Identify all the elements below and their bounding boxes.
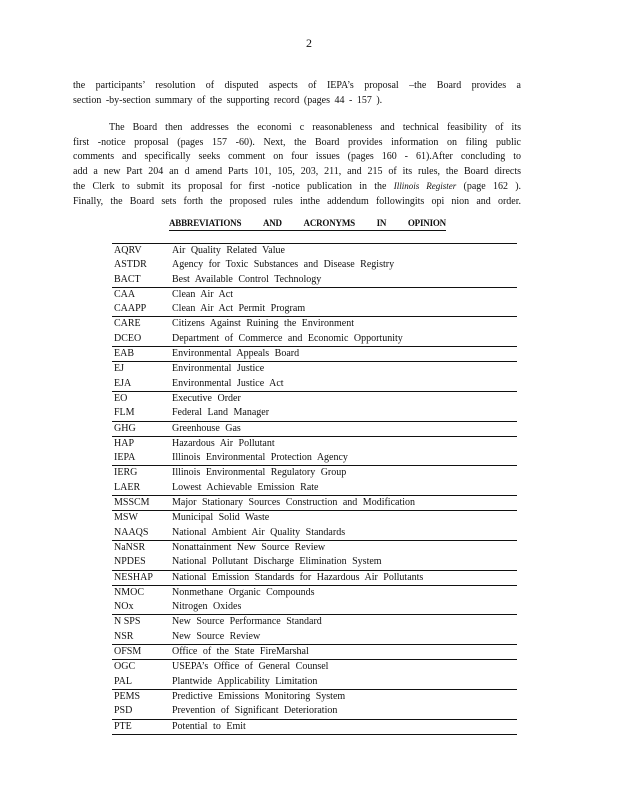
abbreviation-cell: PAL xyxy=(114,675,132,687)
table-row xyxy=(112,437,517,451)
term-cell: Greenhouse Gas xyxy=(172,422,241,434)
table-group xyxy=(112,317,517,347)
table-group xyxy=(112,541,517,571)
table-row xyxy=(112,660,517,674)
italic-title: Illinois Register xyxy=(393,181,457,191)
abbreviation-cell: IEPA xyxy=(114,452,136,464)
term-cell: Environmental Justice Act xyxy=(172,377,284,389)
term-cell: Environmental Appeals Board xyxy=(172,348,300,360)
table-row xyxy=(112,555,517,569)
table-row xyxy=(112,615,517,629)
table-row xyxy=(112,332,517,346)
table-row xyxy=(112,586,517,600)
term-cell: Illinois Environmental Protection Agency xyxy=(172,452,348,464)
abbreviation-cell: EJA xyxy=(114,377,132,389)
term-cell: Air Quality Related Value xyxy=(172,245,285,256)
abbreviation-cell: PEMS xyxy=(114,690,141,702)
table-row xyxy=(112,258,517,272)
table-group xyxy=(112,690,517,720)
heading-word: IN xyxy=(376,218,387,228)
table-group xyxy=(112,422,517,437)
table-row xyxy=(112,496,517,510)
abbreviation-cell: BACT xyxy=(114,273,141,285)
overview-paragraph xyxy=(73,121,521,209)
term-cell: New Source Performance Standard xyxy=(172,616,322,628)
table-heading xyxy=(169,218,446,231)
abbreviation-cell: IERG xyxy=(114,467,138,479)
table-row xyxy=(112,690,517,704)
abbreviation-cell: EJ xyxy=(114,363,124,375)
table-group xyxy=(112,244,517,288)
abbreviation-cell: NSR xyxy=(114,630,134,642)
text-segment: (page 162 ). xyxy=(463,181,522,192)
term-cell: National Ambient Air Quality Standards xyxy=(172,526,346,538)
text-segment: the Clerk to submit its proposal for first -notice publication in the xyxy=(73,181,387,192)
term-cell: Federal Land Manager xyxy=(172,407,270,419)
term-cell: Agency for Toxic Substances and Disease Registry xyxy=(172,259,395,271)
abbreviation-cell: MSW xyxy=(114,512,138,524)
table-row xyxy=(112,347,517,361)
term-cell: Predictive Emissions Monitoring System xyxy=(172,690,346,702)
text-line xyxy=(73,179,521,195)
abbreviation-cell: N SPS xyxy=(114,616,141,628)
table-group xyxy=(112,437,517,467)
abbreviation-cell: PSD xyxy=(114,705,133,717)
term-cell: Illinois Environmental Regulatory Group xyxy=(172,467,347,479)
table-group xyxy=(112,347,517,362)
term-cell: Citizens Against Ruining the Environment xyxy=(172,318,354,330)
term-cell: Lowest Achievable Emission Rate xyxy=(172,481,319,493)
term-cell: Municipal Solid Waste xyxy=(172,512,270,524)
term-cell: Nonmethane Organic Compounds xyxy=(172,586,315,598)
term-cell: Office of the State FireMarshal xyxy=(172,646,309,658)
table-group xyxy=(112,288,517,318)
abbreviation-cell: MSSCM xyxy=(114,497,150,509)
text-line: The Board then addresses the economi c reasonableness and technical feasibility of its xyxy=(109,122,521,133)
term-cell: Plantwide Applicability Limitation xyxy=(172,675,318,687)
summary-paragraph xyxy=(73,79,521,108)
table-row xyxy=(112,481,517,495)
abbreviation-cell: EAB xyxy=(114,348,134,360)
heading-word: ACRONYMS xyxy=(303,218,355,228)
abbreviation-cell: NESHAP xyxy=(114,571,153,583)
table-group xyxy=(112,615,517,645)
abbreviation-cell: GHG xyxy=(114,422,136,434)
table-group xyxy=(112,571,517,586)
table-row xyxy=(112,526,517,540)
table-row xyxy=(112,244,517,258)
table-row xyxy=(112,630,517,644)
term-cell: Best Available Control Technology xyxy=(172,273,322,285)
table-group xyxy=(112,660,517,690)
term-cell: USEPA’s Office of General Counsel xyxy=(172,661,329,673)
abbreviation-cell: NOx xyxy=(114,601,134,613)
table-row xyxy=(112,704,517,718)
abbreviation-cell: HAP xyxy=(114,437,135,449)
term-cell: Executive Order xyxy=(172,392,241,404)
text-line: Finally, the Board sets forth the proposed rules inthe addendum followingits opi nion and order. xyxy=(73,195,521,207)
abbreviation-cell: PTE xyxy=(114,720,132,732)
term-cell: Clean Air Act xyxy=(172,288,233,300)
table-row xyxy=(112,451,517,465)
text-line: add a new Part 204 an d amend Parts 101, 105, 203, 211, and 215 of its rules, the Board directs xyxy=(73,165,521,177)
term-cell: Nitrogen Oxides xyxy=(172,601,242,613)
text-line: the participants’ resolution of disputed aspects of IEPA’s proposal –the Board provides a xyxy=(73,80,521,91)
table-row xyxy=(112,422,517,436)
abbreviation-cell: DCEO xyxy=(114,332,142,344)
heading-word: AND xyxy=(262,218,282,228)
abbreviation-cell: OFSM xyxy=(114,646,142,658)
table-row xyxy=(112,362,517,376)
term-cell: Major Stationary Sources Construction and Modification xyxy=(172,497,416,509)
table-row xyxy=(112,600,517,614)
heading-word: ABBREVIATIONS xyxy=(169,218,242,228)
term-cell: Prevention of Significant Deterioration xyxy=(172,705,338,717)
table-group xyxy=(112,586,517,616)
table-row xyxy=(112,645,517,659)
table-group xyxy=(112,496,517,511)
text-line: comments and specifically seeks comment on four issues (pages 160 - 61).After concluding to xyxy=(73,151,521,162)
term-cell: National Pollutant Discharge Elimination System xyxy=(172,556,382,568)
term-cell: National Emission Standards for Hazardous Air Pollutants xyxy=(172,571,424,583)
term-cell: Potential to Emit xyxy=(172,720,246,732)
table-row xyxy=(112,392,517,406)
table-row xyxy=(112,466,517,480)
term-cell: Nonattainment New Source Review xyxy=(172,541,326,553)
table-group xyxy=(112,645,517,660)
abbreviation-cell: FLM xyxy=(114,407,135,419)
abbreviation-cell: AQRV xyxy=(114,245,142,256)
table-group xyxy=(112,720,517,735)
table-row xyxy=(112,317,517,331)
abbreviation-cell: NAAQS xyxy=(114,526,149,538)
term-cell: Department of Commerce and Economic Opportunity xyxy=(172,332,403,344)
term-cell: New Source Review xyxy=(172,630,261,642)
abbreviation-cell: NMOC xyxy=(114,586,145,598)
heading-word: OPINION xyxy=(407,218,446,228)
text-line: section -by-section summary of the supporting record (pages 44 - 157 ). xyxy=(73,94,383,106)
abbreviation-cell: LAER xyxy=(114,481,141,493)
page-number: 2 xyxy=(306,36,312,50)
text-line: first -notice proposal (pages 157 -60). Next, the Board provides information on filing public xyxy=(73,136,521,148)
abbreviation-cell: CAAPP xyxy=(114,303,147,315)
term-cell: Environmental Justice xyxy=(172,363,265,375)
abbreviation-cell: NPDES xyxy=(114,556,146,568)
table-group xyxy=(112,466,517,496)
table-row xyxy=(112,273,517,287)
abbreviations-table xyxy=(112,243,517,735)
table-row xyxy=(112,571,517,585)
table-row xyxy=(112,406,517,420)
table-row xyxy=(112,720,517,734)
abbreviation-cell: CARE xyxy=(114,318,141,330)
table-row xyxy=(112,511,517,525)
abbreviation-cell: NaNSR xyxy=(114,541,146,553)
table-row xyxy=(112,377,517,391)
table-row xyxy=(112,288,517,302)
table-row xyxy=(112,302,517,316)
table-group xyxy=(112,362,517,392)
table-group xyxy=(112,511,517,541)
abbreviation-cell: EO xyxy=(114,392,128,404)
abbreviation-cell: CAA xyxy=(114,288,136,300)
table-row xyxy=(112,541,517,555)
table-row xyxy=(112,675,517,689)
term-cell: Clean Air Act Permit Program xyxy=(172,303,306,315)
term-cell: Hazardous Air Pollutant xyxy=(172,437,275,449)
table-group xyxy=(112,392,517,422)
abbreviation-cell: OGC xyxy=(114,661,136,673)
abbreviation-cell: ASTDR xyxy=(114,259,147,271)
